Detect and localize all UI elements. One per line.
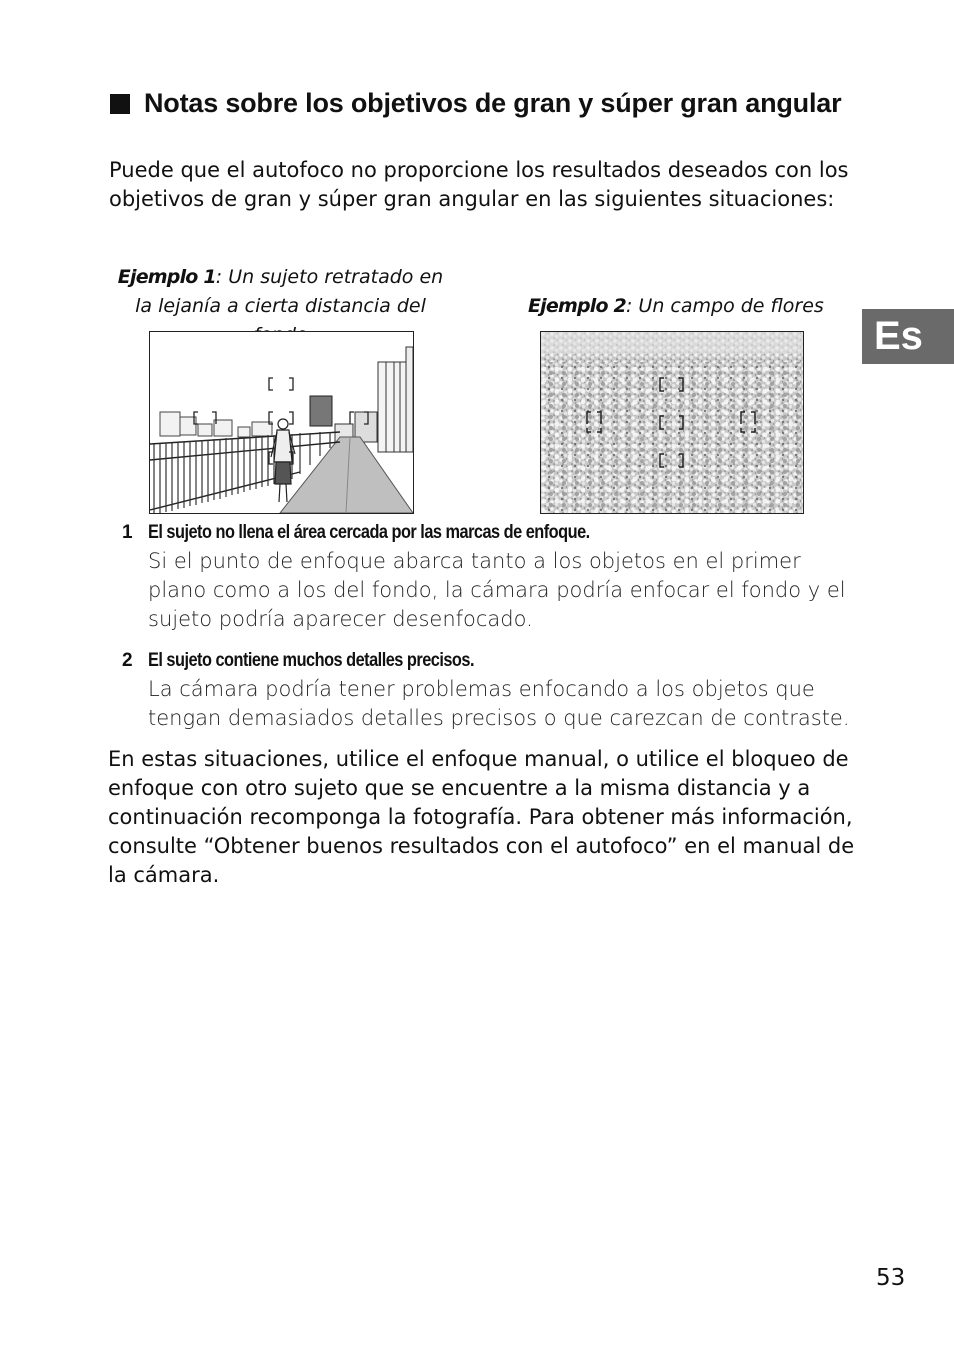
- example-2-caption: [528, 292, 824, 321]
- section-title: Notas sobre los objetivos de gran y súper gran angular: [144, 88, 842, 118]
- example-2-illustration: [540, 331, 804, 514]
- example-1-label: Ejemplo 1: [117, 266, 216, 288]
- list-item: [122, 518, 852, 634]
- example-2-label: Ejemplo 2: [528, 295, 626, 317]
- item-2-number: 2: [122, 650, 133, 671]
- section-heading: [108, 86, 848, 121]
- item-2-title: El sujeto contiene muchos detalles precisos.: [148, 650, 474, 671]
- item-1-number: 1: [122, 522, 133, 543]
- bridge-scene-image: [150, 332, 413, 513]
- item-1-body: Si el punto de enfoque abarca tanto a los objetos en el primer plano como a los del fondo, la cámara podría enfocar el fondo y el sujeto podría aparecer desenfocado.: [148, 549, 846, 631]
- square-bullet-icon: [110, 94, 130, 114]
- item-2-body: La cámara podría tener problemas enfocando a los objetos que tengan demasiados detalles precisos o que carezcan de contraste.: [148, 677, 850, 730]
- closing-paragraph: En estas situaciones, utilice el enfoque manual, o utilice el bloqueo de enfoque con otro sujeto que se encuentre a la misma distancia y a continuación recomponga la fotografía. Para obtener más información, consulte “Obtener buenos resultados con el autofoco” en el manual de la cámara.: [108, 747, 855, 887]
- example-1-description: : Un sujeto retratado en la lejanía a cierta distancia del: [135, 266, 444, 317]
- example-2-description: : Un campo de flores: [625, 295, 824, 317]
- page-number: 53: [876, 1265, 906, 1291]
- flower-field-image: [541, 332, 803, 513]
- example-1-illustration: [149, 331, 414, 514]
- item-1-title: El sujeto no llena el área cercada por las marcas de enfoque.: [148, 522, 590, 543]
- list-item: [122, 646, 852, 733]
- intro-paragraph: Puede que el autofoco no proporcione los resultados deseados con los objetivos de gran y súper gran angular en las siguientes situaciones:: [109, 158, 849, 211]
- language-tab: Es: [862, 309, 954, 364]
